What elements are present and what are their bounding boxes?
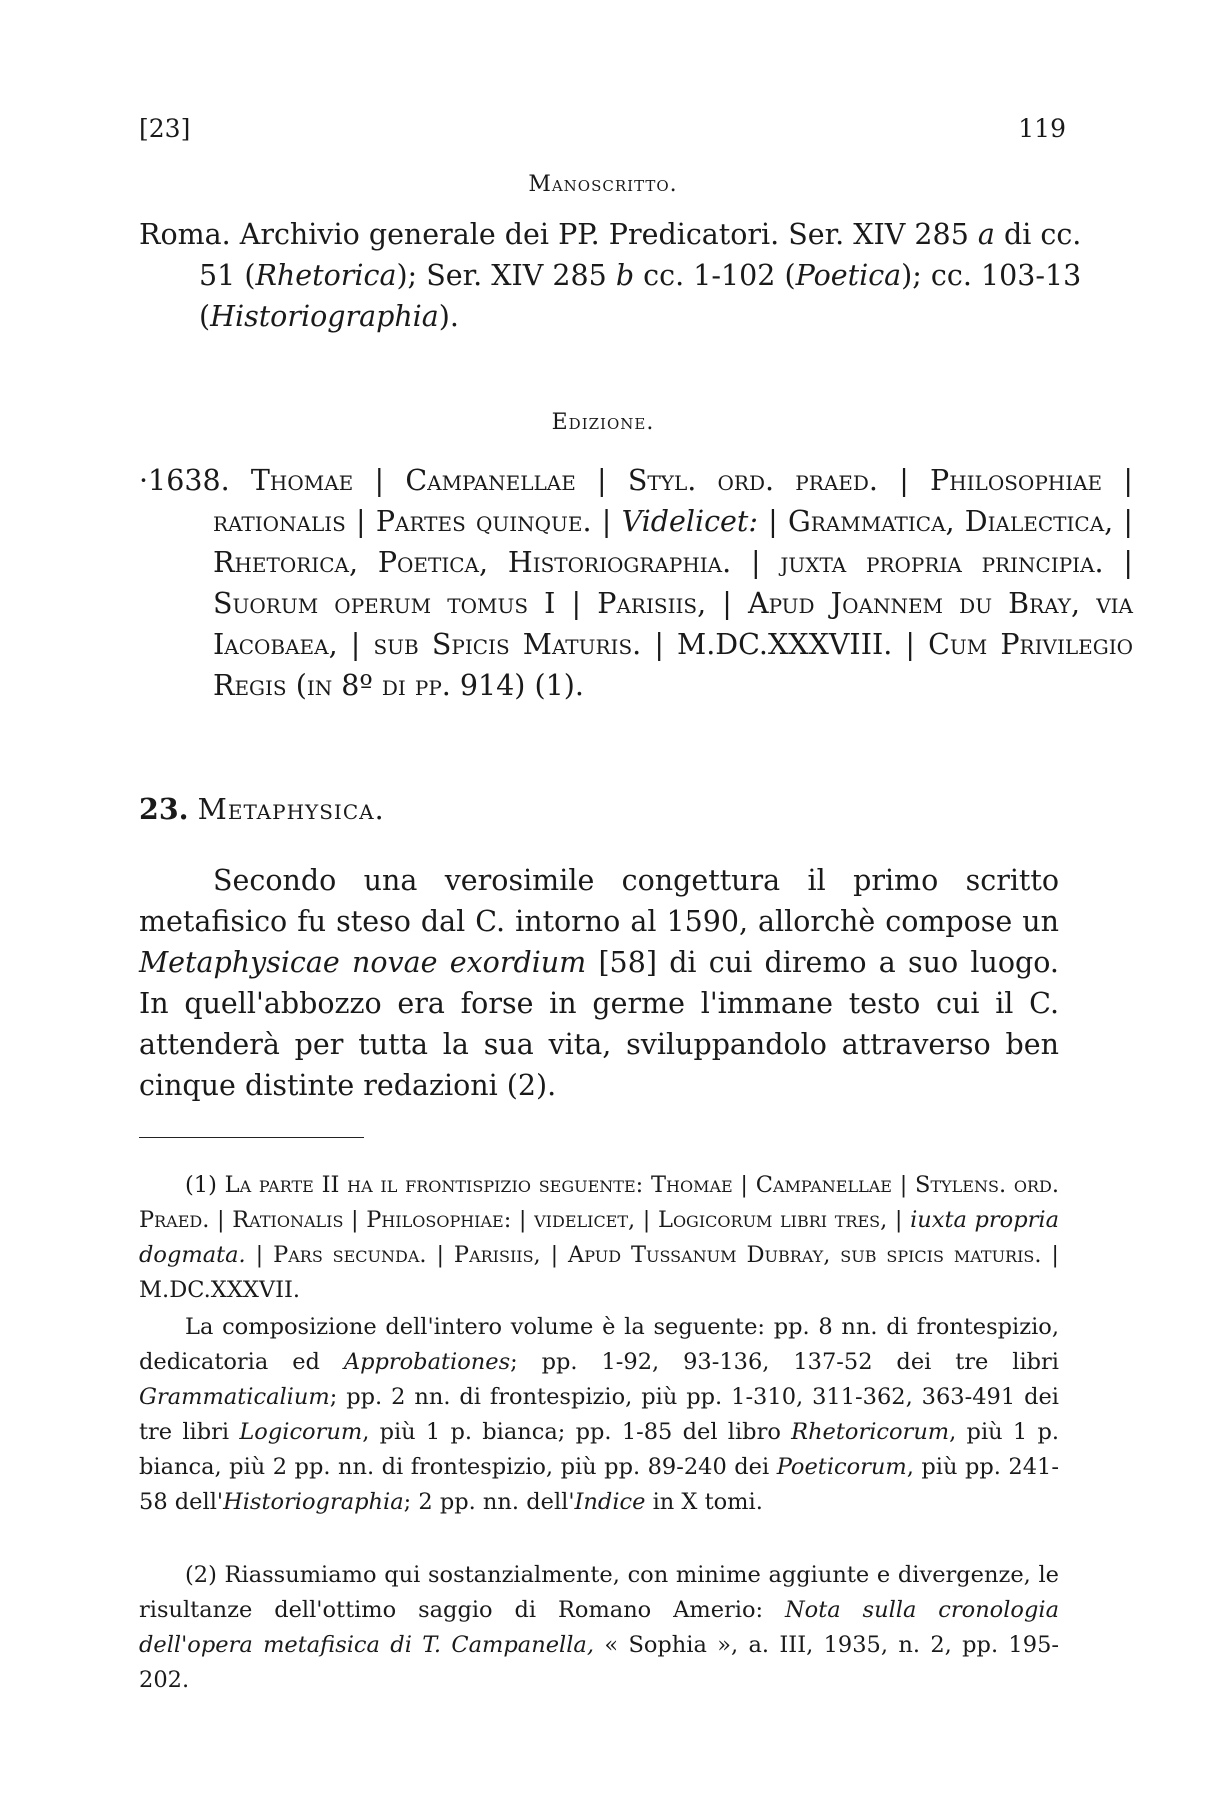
entry-number: 23. [139,792,189,826]
section-number: [23] [139,114,191,143]
footnote-divider [139,1137,364,1138]
manuscript-heading: Manoscritto. [528,172,678,197]
edition-heading: Edizione. [551,410,655,435]
manuscript-entry: Roma. Archivio generale dei PP. Predicatori. Ser. XIV 285 a di cc. 51 (Rhetorica); Ser. XIV 285 b cc. 1-102 (Poetica); cc. 103-13 (Historiographia). [139,218,1082,333]
footnote-1: (1) La parte II ha il frontispizio seguente: Thomae | Campanellae | Stylens. ord. Praed. | Rationalis | Philosophiae: | videlicet, | Logicorum libri tres, | iuxta propria dogmata. | Pars secunda. | Parisiis, | Apud Tussanum Dubray, sub spicis maturis. | M.DC.XXXVII. [139,1172,1060,1303]
footnote-1-composition: La composizione dell'intero volume è la seguente: pp. 8 nn. di frontespizio, dedicatoria ed Approbationes; pp. 1-92, 93-136, 137-52 dei tre libri Grammaticalium; pp. 2 nn. di frontespizio, più pp. 1-310, 311-362, 363-491 dei tre libri Logicorum, più 1 p. bianca; pp. 1-85 del libro Rhetoricorum, più 1 p. bianca, più 2 pp. nn. di frontespizio, più pp. 89-240 dei Poeticorum, più pp. 241-58 dell'Historiographia; 2 pp. nn. dell'Indice in X tomi. [139,1314,1060,1515]
body-paragraph: Secondo una verosimile congettura il primo scritto metafisico fu steso dal C. intorno al 1590, allorchè compose un Metaphysicae novae exordium [58] di cui diremo a suo luogo. In quell'abbozzo era forse in germe l'immane testo cui il C. attenderà per tutta la sua vita, sviluppandolo attraverso ben cinque distinte redazioni (2). [139,864,1059,1102]
page-number: 119 [1018,114,1066,143]
entry-heading [139,792,385,826]
edition-entry: ·1638. Thomae | Campanellae | Styl. ord. praed. | Philosophiae | rationalis | Partes quinque. | Videlicet: | Grammatica, Dialectica, | Rhetorica, Poetica, Historiographia. | juxta propria principia. | Suorum operum tomus I | Parisiis, | Apud Joannem du Bray, via Iacobaea, | sub Spicis Maturis. | M.DC.XXXVIII. | Cum Privilegio Regis (in 8º di pp. 914) (1). [139,464,1133,702]
entry-title: Metaphysica. [197,793,385,826]
footnote-2: (2) Riassumiamo qui sostanzialmente, con minime aggiunte e divergenze, le risultanze dell'ottimo saggio di Romano Amerio: Nota sulla cronologia dell'opera metafisica di T. Campanella, « Sophia », a. III, 1935, n. 2, pp. 195-202. [139,1562,1059,1693]
